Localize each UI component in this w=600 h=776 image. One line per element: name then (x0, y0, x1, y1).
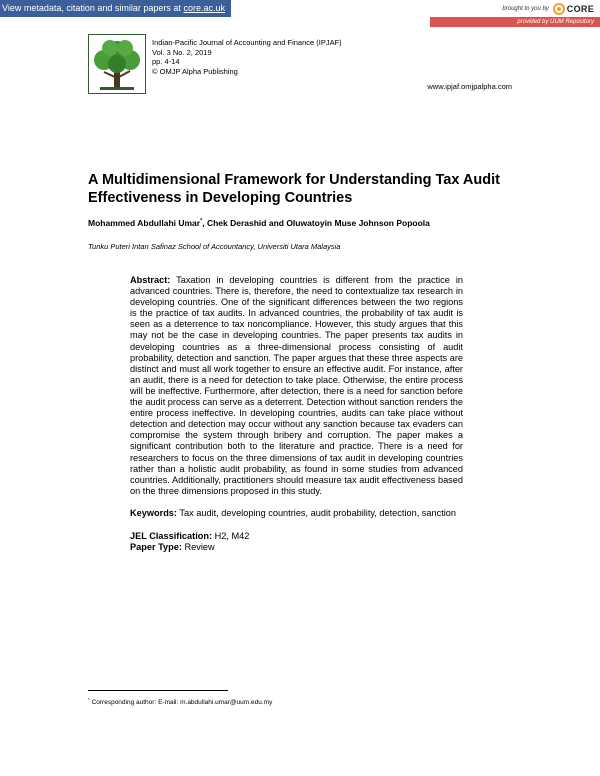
other-authors: , Chek Derashid and Oluwatoyin Muse Johnson Popoola (202, 218, 430, 228)
footnote-mark: * (88, 697, 90, 702)
keywords-text: Tax audit, developing countries, audit probability, detection, sanction (179, 507, 457, 518)
journal-name: Indian-Pacific Journal of Accounting and Finance (IPJAF) (152, 38, 342, 47)
journal-website[interactable]: www.ipjaf.omjpalpha.com (427, 82, 512, 91)
abstract-block (130, 275, 463, 553)
paper-type (130, 542, 463, 553)
core-brand[interactable] (502, 2, 594, 15)
core-link[interactable]: core.ac.uk (183, 3, 225, 13)
core-logo (553, 3, 594, 15)
provided-by-bar[interactable] (430, 17, 600, 27)
paper-title: A Multidimensional Framework for Understanding Tax Audit Effectiveness in Developing Countries (88, 172, 500, 206)
corresponding-mark: * (200, 218, 203, 225)
metadata-text: View metadata, citation and similar papers at (2, 3, 184, 13)
jel-text: H2, M42 (214, 530, 250, 541)
journal-pages: pp. 4-14 (152, 57, 180, 66)
abstract (130, 275, 463, 497)
author-1: Mohammed Abdullahi Umar (88, 218, 201, 228)
journal-publisher: © OMJP Alpha Publishing (152, 66, 238, 76)
paper-type-text: Review (184, 542, 215, 553)
metadata-link-bar[interactable] (0, 0, 231, 17)
keywords (130, 508, 463, 519)
footnote (88, 697, 272, 706)
journal-info (152, 38, 342, 76)
core-logo-text: CORE (566, 3, 594, 14)
jel-classification (130, 531, 463, 542)
brought-by-text: brought to you by (502, 5, 549, 12)
abstract-text: Taxation in developing countries is different from the practice in advanced countries. There is, therefore, the need to contextualize tax research in developing countries. One of the significant differences between the two regions is the practice of tax audits. In advanced countries, the probability of tax audit is seen as a deterrence to tax noncompliance. However, this study argues that this may not be the case in developing countries. The paper presents tax audits in developing countries as a three-dimensional process consisting of audit probability, detection and sanction. The paper argues that these three aspects are distinct and must all work together to ensure an effective audit. For instance, after an audit, there is a need for detection to take place. Otherwise, the entire process will be ineffective. Furthermore, after detection, there is a need for sanction before the audit process can serve as a deterrent. Detection without sanction renders the entire process ineffective. In developing countries, audits can take place without detection and detection may occur without any sanction because tax evaders can compromise the system through bribery and corruption. The paper makes a significant contribution both to the literature and practice. There is a need for researchers to focus on the three dimensions of tax audit in developing countries rather than a holistic audit probability, as found in some studies from advanced countries. Additionally, practitioners should measure tax audit effectiveness based on the three dimensions proposed in this study. (130, 275, 463, 496)
affiliation: Tunku Puteri Intan Safinaz School of Accountancy, Universiti Utara Malaysia (88, 242, 341, 251)
footnote-text: Corresponding author: E-mail: m.abdullahi.umar@uum.edu.my (91, 699, 273, 707)
author-list (88, 218, 430, 228)
footnote-rule (88, 690, 228, 691)
core-logo-icon (553, 3, 565, 15)
abstract-label: Abstract: (130, 275, 171, 285)
jel-label: JEL Classification: (130, 530, 213, 541)
core-banner (0, 0, 600, 17)
provided-by-text: provided by UUM Repository (517, 19, 594, 25)
journal-volume: Vol. 3 No. 2, 2019 (152, 47, 212, 57)
keywords-label: Keywords: (130, 507, 177, 518)
paper-type-label: Paper Type: (130, 542, 182, 553)
tree-icon (88, 34, 146, 94)
